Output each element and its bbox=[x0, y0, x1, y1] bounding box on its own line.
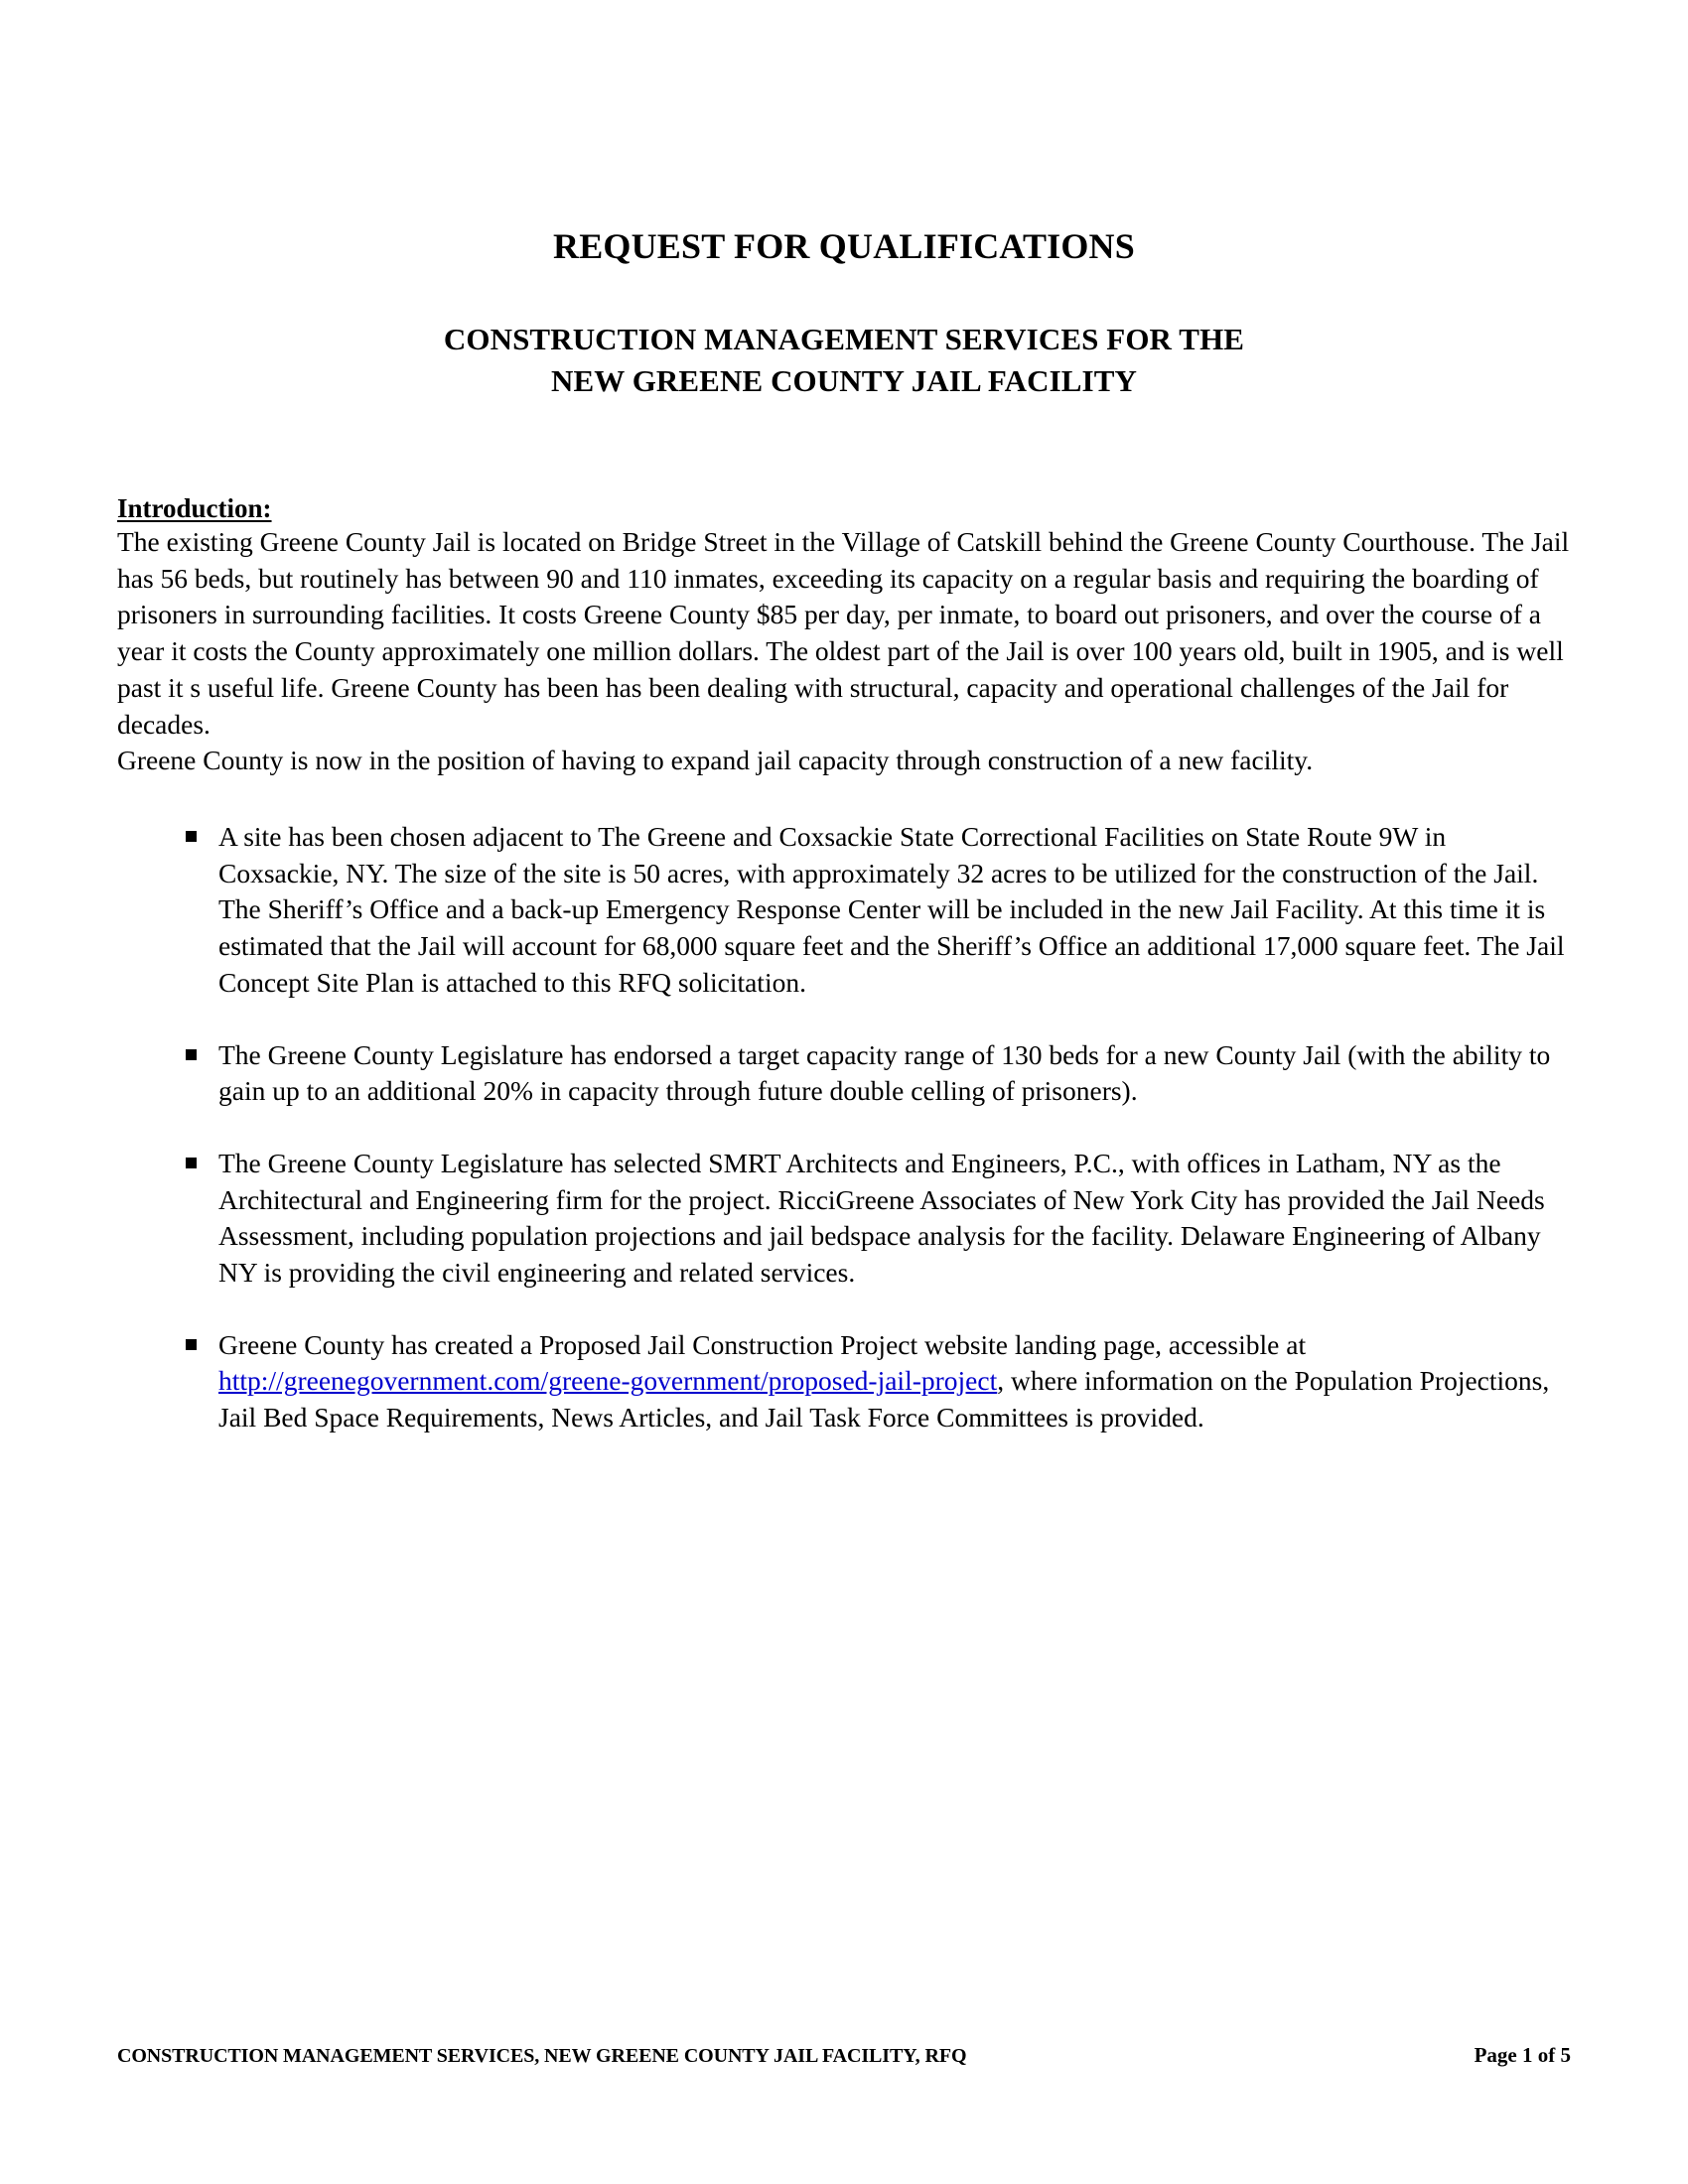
list-item-text: A site has been chosen adjacent to The Greene and Coxsackie State Correctional Facilities on State Route 9W in Coxsackie, NY. The size of the site is 50 acres, with approximately 32 acres to be utilized for the construction of the Jail. The Sheriff’s Office and a back-up Emergency Response Center will be included in the new Jail Facility. At this time it is estimated that the Jail will account for 68,000 square feet and the Sheriff’s Office an additional 17,000 square feet. The Jail Concept Site Plan is attached to this RFQ solicitation. bbox=[218, 821, 1565, 998]
list-item-text-after-link: , where information on the Population Projections, Jail Bed Space Requirements, News Articles, and Jail Task Force Committees is provided. bbox=[218, 1365, 1550, 1433]
list-item bbox=[117, 1146, 1571, 1292]
page-subtitle bbox=[117, 319, 1571, 402]
bullet-list bbox=[117, 819, 1571, 1436]
square-bullet-icon bbox=[186, 831, 197, 842]
list-item-text-before-link: Greene County has created a Proposed Jail Construction Project website landing page, accessible at bbox=[218, 1328, 1307, 1360]
list-item bbox=[117, 819, 1571, 1002]
list-item bbox=[117, 1327, 1571, 1436]
intro-paragraph-2: Greene County is now in the position of having to expand jail capacity through construction of a new facility. bbox=[117, 745, 1314, 776]
intro-paragraph-1: The existing Greene County Jail is located on Bridge Street in the Village of Catskill behind the Greene County Courthouse. The Jail has 56 beds, but routinely has between 90 and 110 inmates, exceeding its capacity on a regular basis and requiring the boarding of prisoners in surrounding facilities. It costs Greene County $85 per day, per inmate, to board out prisoners, and over the course of a year it costs the County approximately one million dollars. The oldest part of the Jail is over 100 years old, built in 1905, and is well past it s useful life. Greene County has been has been dealing with structural, capacity and operational challenges of the Jail for decades. bbox=[117, 526, 1570, 740]
square-bullet-icon bbox=[186, 1158, 197, 1168]
title-block bbox=[117, 0, 1571, 402]
list-item bbox=[117, 1037, 1571, 1110]
page-footer bbox=[117, 2043, 1571, 2068]
page-subtitle-line-2: NEW GREENE COUNTY JAIL FACILITY bbox=[551, 363, 1137, 399]
document-content bbox=[117, 0, 1571, 1436]
introduction-heading-wrap bbox=[117, 402, 1571, 524]
footer-document-title: CONSTRUCTION MANAGEMENT SERVICES, NEW GREENE COUNTY JAIL FACILITY, RFQ bbox=[117, 2045, 967, 2067]
section-heading-introduction: Introduction: bbox=[117, 493, 272, 524]
page-title: REQUEST FOR QUALIFICATIONS bbox=[553, 226, 1135, 266]
proposed-jail-project-link[interactable]: http://greenegovernment.com/greene-government/proposed-jail-project bbox=[218, 1365, 998, 1397]
square-bullet-icon bbox=[186, 1049, 197, 1060]
list-item-text: The Greene County Legislature has endorsed a target capacity range of 130 beds for a new County Jail (with the ability to gain up to an additional 20% in capacity through future double celling of prisoners). bbox=[218, 1038, 1551, 1107]
page-subtitle-line-1: CONSTRUCTION MANAGEMENT SERVICES FOR THE bbox=[443, 322, 1245, 357]
footer-page-number: Page 1 of 5 bbox=[1474, 2043, 1571, 2067]
list-item-text: The Greene County Legislature has selected SMRT Architects and Engineers, P.C., with offices in Latham, NY as the Architectural and Engineering firm for the project. RicciGreene Associates of New York City has provided the Jail Needs Assessment, including population projections and jail bedspace analysis for the facility. Delaware Engineering of Albany NY is providing the civil engineering and related services. bbox=[218, 1147, 1545, 1289]
square-bullet-icon bbox=[186, 1339, 197, 1350]
